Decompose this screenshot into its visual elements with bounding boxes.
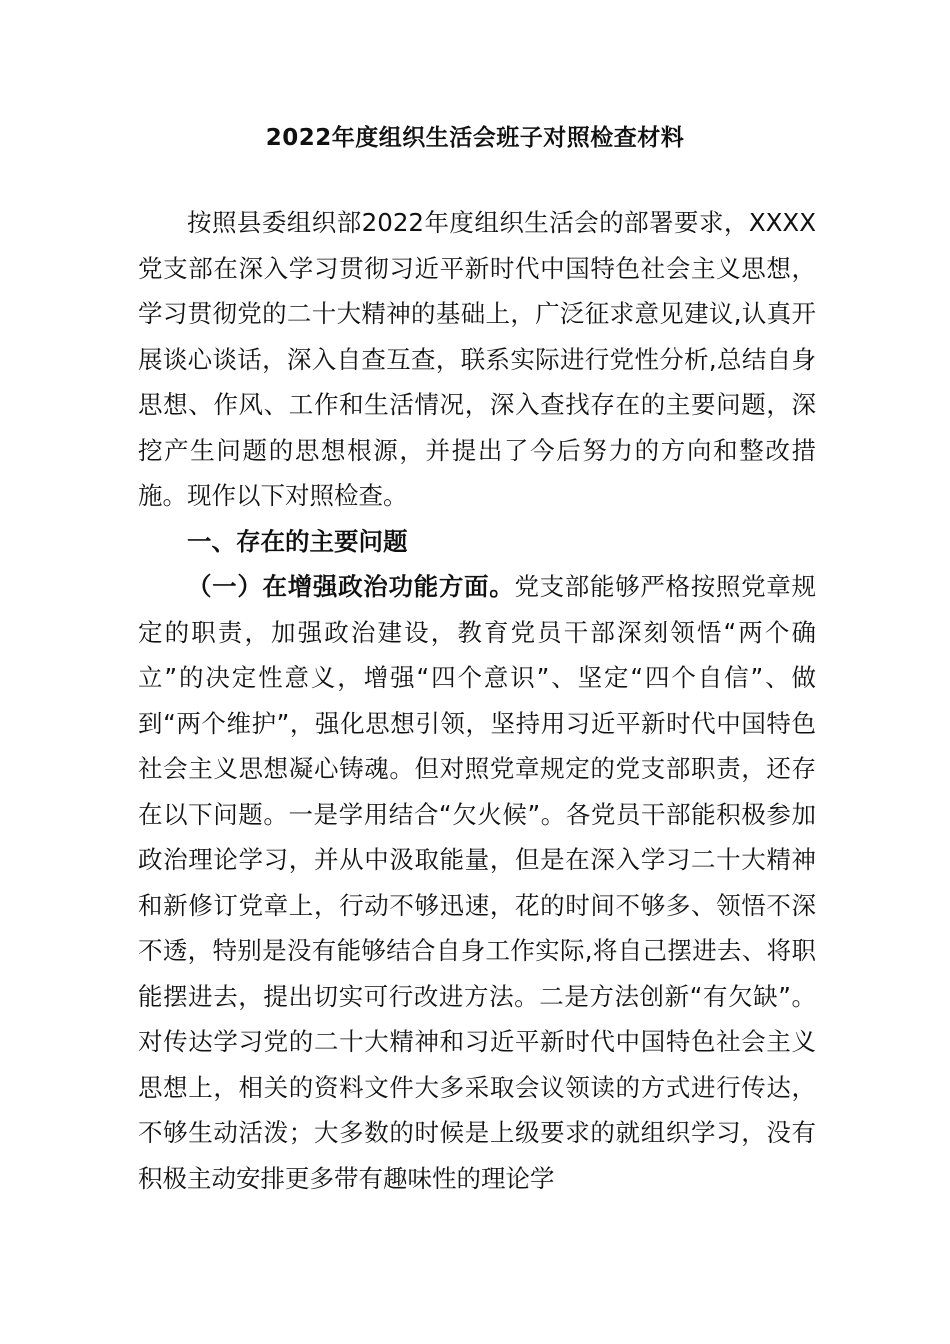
subsection-text: 党支部能够严格按照党章规定的职责，加强政治建设，教育党员干部深刻领悟“两个确立”的决定性意义，增强“四个意识”、坚定“四个自信”、做到“两个维护”，强化思想引领，坚持用习近平新时代中国特色社会主义思想凝心铸魂。但对照党章规定的党支部职责，还存在以下问题。一是学用结合“欠火候”。各党员干部能积极参加政治理论学习，并从中汲取能量，但是在深入学习二十大精神和新修订党章上，行动不够迅速，花的时间不够多、领悟不深不透，特别是没有能够结合自身工作实际,将自己摆进去、将职能摆进去，提出切实可行改进方法。二是方法创新“有欠缺”。对传达学习党的二十大精神和习近平新时代中国特色社会主义思想上，相关的资料文件大多采取会议领读的方式进行传达，不够生动活泼；大多数的时候是上级要求的就组织学习，没有积极主动安排更多带有趣味性的理论学 <box>138 572 816 1193</box>
subsection-paragraph-political-function <box>138 564 816 1201</box>
document-body <box>138 200 816 1201</box>
subsection-lead: （一）在增强政治功能方面。 <box>187 572 515 601</box>
section-heading-main-problems: 一、存在的主要问题 <box>187 526 408 556</box>
document-title: 2022年度组织生活会班子对照检查材料 <box>265 125 685 151</box>
intro-paragraph: 按照县委组织部2022年度组织生活会的部署要求，XXXX党支部在深入学习贯彻习近平新时代中国特色社会主义思想，学习贯彻党的二十大精神的基础上，广泛征求意见建议,认真开展谈心谈话，深入自查互查，联系实际进行党性分析,总结自身思想、作风、工作和生活情况，深入查找存在的主要问题，深挖产生问题的思想根源，并提出了今后努力的方向和整改措施。现作以下对照检查。 <box>138 208 816 510</box>
